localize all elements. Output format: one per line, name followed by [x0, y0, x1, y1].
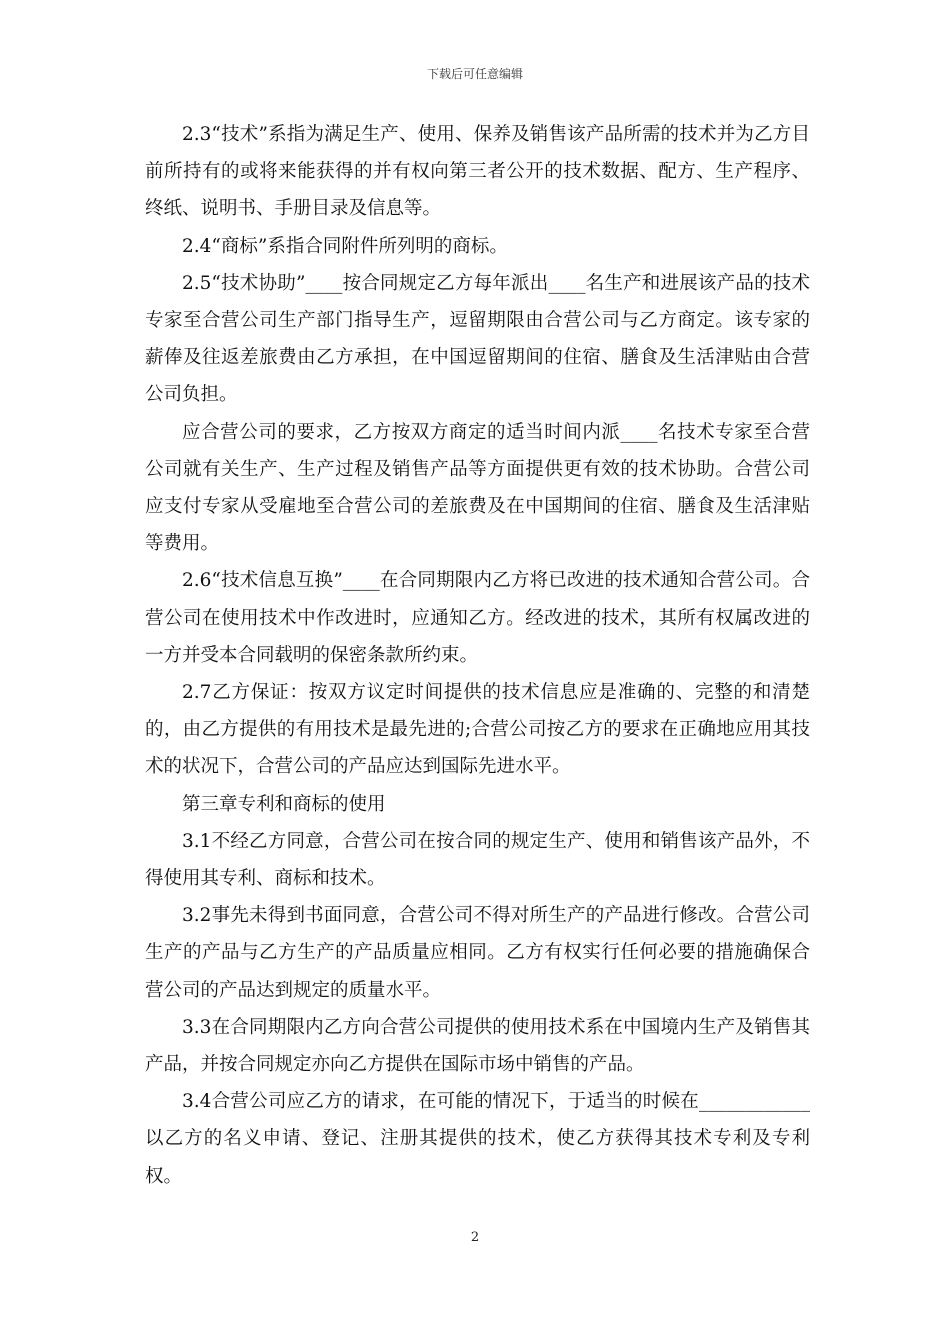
document-body	[145, 116, 810, 1195]
page-number: 2	[470, 1230, 480, 1245]
paragraph-3-4: 3.4合营公司应乙方的请求，在可能的情况下，于适当的时候在____________以乙方的名义申请、登记、注册其提供的技术，使乙方获得其技术专利及专利权。	[145, 1091, 810, 1187]
paragraph-3-3: 3.3在合同期限内乙方向合营公司提供的使用技术系在中国境内生产及销售其产品，并按合同规定亦向乙方提供在国际市场中销售的产品。	[145, 1016, 810, 1076]
paragraph-2-4: 2.4“商标”系指合同附件所列明的商标。	[182, 235, 508, 257]
chapter-3-heading: 第三章专利和商标的使用	[182, 793, 386, 815]
paragraph-2-5: 2.5“技术协助”____按合同规定乙方每年派出____名生产和进展该产品的技术专家至合营公司生产部门指导生产，逗留期限由合营公司与乙方商定。该专家的薪俸及往返差旅费由乙方承担，在中国逗留期间的住宿、膳食及生活津贴由合营公司负担。	[145, 272, 810, 406]
paragraph-3-2: 3.2事先未得到书面同意，合营公司不得对所生产的产品进行修改。合营公司生产的产品与乙方生产的产品质量应相同。乙方有权实行任何必要的措施确保合营公司的产品达到规定的质量水平。	[145, 905, 810, 1001]
paragraph-2-5-continued: 应合营公司的要求，乙方按双方商定的适当时间内派____名技术专家至合营公司就有关生产、生产过程及销售产品等方面提供更有效的技术协助。合营公司应支付专家从受雇地至合营公司的差旅费及在中国期间的住宿、膳食及生活津贴等费用。	[145, 421, 810, 555]
paragraph-2-3: 2.3“技术”系指为满足生产、使用、保养及销售该产品所需的技术并为乙方目前所持有的或将来能获得的并有权向第三者公开的技术数据、配方、生产程序、终纸、说明书、手册目录及信息等。	[145, 124, 810, 220]
page-header: 下载后可任意编辑	[426, 67, 523, 81]
paragraph-2-6: 2.6“技术信息互换”____在合同期限内乙方将已改进的技术通知合营公司。合营公司在使用技术中作改进时，应通知乙方。经改进的技术，其所有权属改进的一方并受本合同载明的保密条款所约束。	[145, 570, 810, 666]
paragraph-3-1: 3.1不经乙方同意，合营公司在按合同的规定生产、使用和销售该产品外，不得使用其专利、商标和技术。	[145, 830, 810, 890]
paragraph-2-7: 2.7乙方保证：按双方议定时间提供的技术信息应是准确的、完整的和清楚的，由乙方提供的有用技术是最先进的;合营公司按乙方的要求在正确地应用其技术的状况下，合营公司的产品应达到国际先进水平。	[145, 682, 810, 778]
